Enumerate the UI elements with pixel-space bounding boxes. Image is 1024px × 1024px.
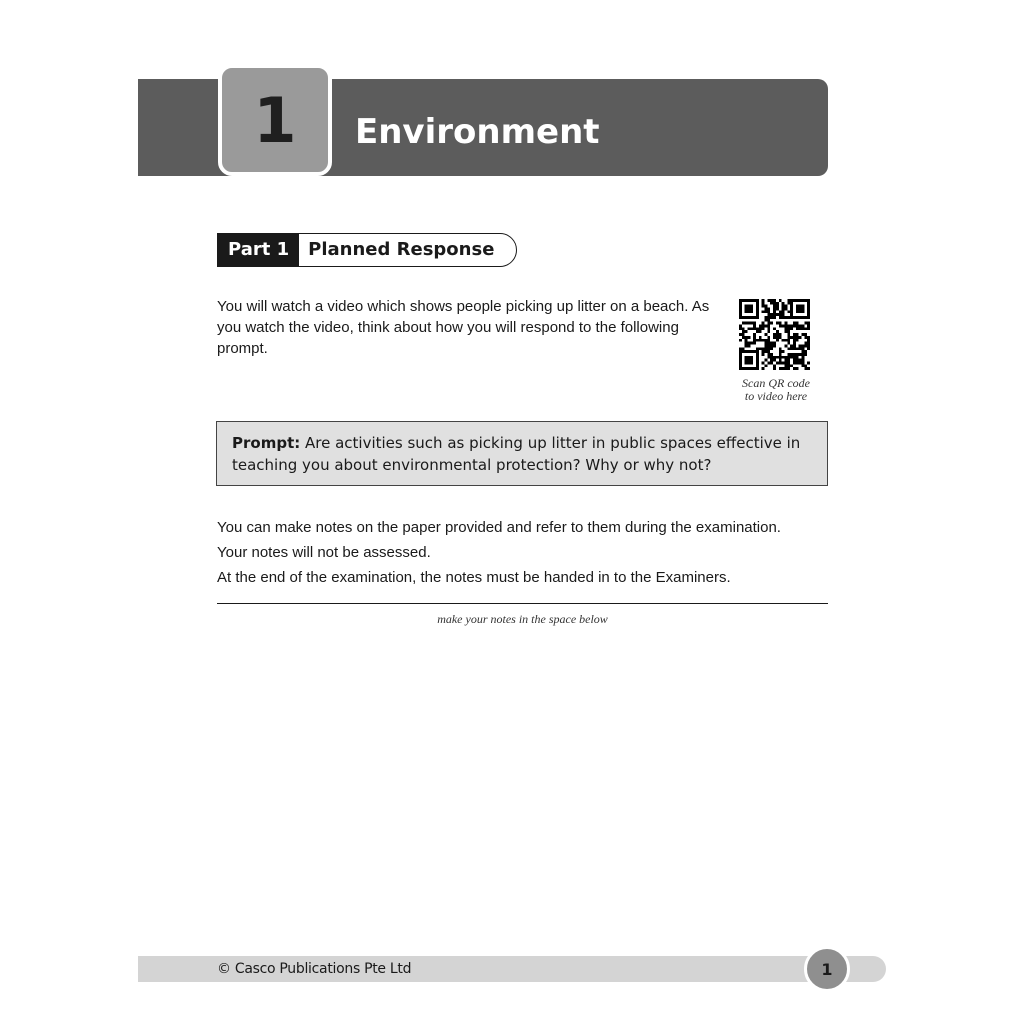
notes-line-2: Your notes will not be assessed.	[217, 544, 431, 561]
qr-caption	[730, 377, 822, 403]
part-name: Planned Response	[308, 239, 495, 260]
prompt-label: Prompt:	[232, 434, 301, 452]
qr-caption-line1: Scan QR code	[742, 376, 810, 390]
prompt-box	[216, 421, 828, 486]
qr-code-icon[interactable]	[739, 299, 810, 370]
intro-text: You will watch a video which shows people picking up litter on a beach. As you watch the video, think about how you will respond to the following prompt.	[217, 298, 710, 357]
notes-line-3: At the end of the examination, the notes must be handed in to the Examiners.	[217, 569, 731, 586]
chapter-number: 1	[253, 83, 297, 157]
notes-line-1: You can make notes on the paper provided and refer to them during the examination.	[217, 519, 781, 536]
notes-instructions	[217, 515, 781, 590]
qr-caption-line2: to video here	[744, 389, 808, 403]
notes-hint: make your notes in the space below	[437, 612, 608, 626]
chapter-title: Environment	[355, 112, 600, 152]
page-number: 1	[804, 946, 850, 992]
part-heading	[217, 233, 517, 267]
chapter-number-box	[218, 64, 332, 176]
copyright-text: © Casco Publications Pte Ltd	[217, 961, 412, 977]
prompt-text: Are activities such as picking up litter in public spaces effective in teaching you about environmental protection? Why or why not?	[232, 434, 801, 474]
part-label: Part 1	[218, 234, 299, 266]
notes-divider	[217, 603, 828, 604]
